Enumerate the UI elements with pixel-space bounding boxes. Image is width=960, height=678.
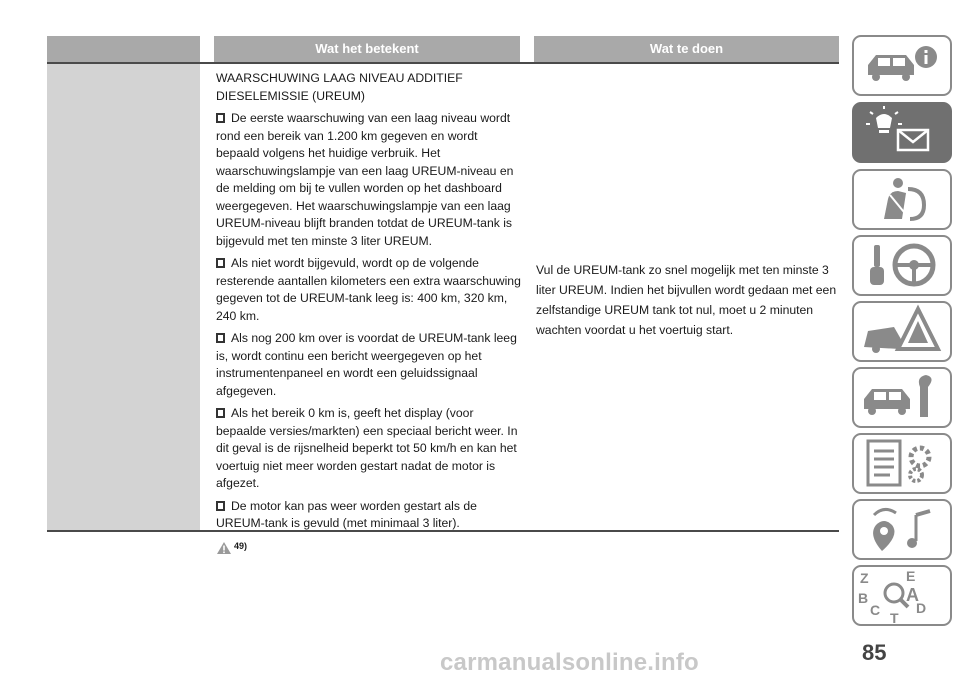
page-number: 85: [862, 640, 887, 665]
paragraph: Als het bereik 0 km is, geeft het display (voor bepaalde versies/markten) een speciaal bericht weer. In dit geval is de rijsnelheid beperkt tot 50 km/h en kan het voertuig niet meer worden gestart nadat de motor is afgezet.: [216, 406, 518, 490]
tab-car-info[interactable]: [852, 35, 952, 96]
svg-text:E: E: [906, 568, 916, 584]
tab-safety[interactable]: [852, 169, 952, 230]
warning-title: WAARSCHUWING LAAG NIVEAU ADDITIEF DIESELEMISSIE (UREUM): [216, 71, 463, 103]
svg-text:D: D: [916, 600, 927, 616]
column-header-empty: [47, 36, 200, 62]
bullet-square-icon: [216, 113, 225, 123]
paragraph: Als nog 200 km over is voordat de UREUM-tank leeg is, wordt continu een bericht weergegeven op het instrumentenpaneel en wordt een geluidssignaal afgegeven.: [216, 331, 517, 398]
bullet-square-icon: [216, 408, 225, 418]
tab-emergency[interactable]: [852, 301, 952, 362]
column-header-meaning: Wat het betekent: [214, 36, 520, 62]
meaning-cell: [216, 70, 521, 555]
warning-ref-number: 49): [234, 540, 248, 551]
specs-gear-icon: [854, 435, 950, 492]
car-wrench-icon: [854, 369, 950, 426]
table-bottom-rule: [47, 530, 839, 532]
tab-starting-driving[interactable]: [852, 235, 952, 296]
warning-reference: [216, 538, 521, 556]
key-steering-wheel-icon: [854, 237, 950, 294]
bullet-square-icon: [216, 501, 225, 511]
car-info-icon: [854, 37, 950, 94]
watermark: carmanualsonline.info: [440, 649, 699, 676]
warning-triangle-icon: [216, 541, 232, 555]
tab-maintenance[interactable]: [852, 367, 952, 428]
paragraph: De eerste waarschuwing van een laag niveau wordt rond een bereik van 1.200 km gegeven en wordt bepaald volgens het huidige verbruik. Het waarschuwingslampje van een laag UREUM-niveau en de melding om bij te vullen worden op het dashboard weergegeven. Het waarschuwingslampje van een laag UREUM-niveau blijft branden totdat de UREUM-tank is bijgevuld met ten minste 3 liter UREUM.: [216, 111, 514, 248]
warning-light-envelope-icon: [854, 104, 950, 161]
tab-index[interactable]: [852, 565, 952, 626]
bullet-square-icon: [216, 258, 225, 268]
action-cell: Vul de UREUM-tank zo snel mogelijk met ten minste 3 liter UREUM. Indien het bijvullen wordt gedaan met een zelfstandige UREUM tank tot nul, moet u 2 minuten wachten voordat u het voertuig start.: [536, 263, 837, 337]
svg-text:C: C: [870, 602, 881, 618]
svg-text:A: A: [906, 585, 919, 605]
bullet-square-icon: [216, 333, 225, 343]
tab-technical-data[interactable]: [852, 433, 952, 494]
seat-airbag-icon: [854, 171, 950, 228]
svg-text:Z: Z: [860, 570, 869, 586]
tab-warning-lights[interactable]: [852, 102, 952, 163]
symbol-column-cell: [47, 64, 200, 530]
tab-multimedia[interactable]: [852, 499, 952, 560]
alphabetical-index-icon: [854, 567, 950, 624]
svg-text:B: B: [858, 590, 869, 606]
svg-text:T: T: [890, 610, 899, 624]
crash-warning-triangle-icon: [854, 303, 950, 360]
multimedia-music-icon: [854, 501, 950, 558]
column-header-action: Wat te doen: [534, 36, 839, 62]
paragraph: De motor kan pas weer worden gestart als de UREUM-tank is gevuld (met minimaal 3 liter).: [216, 498, 477, 530]
paragraph: Als niet wordt bijgevuld, wordt op de volgende resterende aantallen kilometers een extra waarschuwing gegeven tot de UREUM-tank leeg is: 400 km, 320 km, 240 km.: [216, 256, 521, 323]
